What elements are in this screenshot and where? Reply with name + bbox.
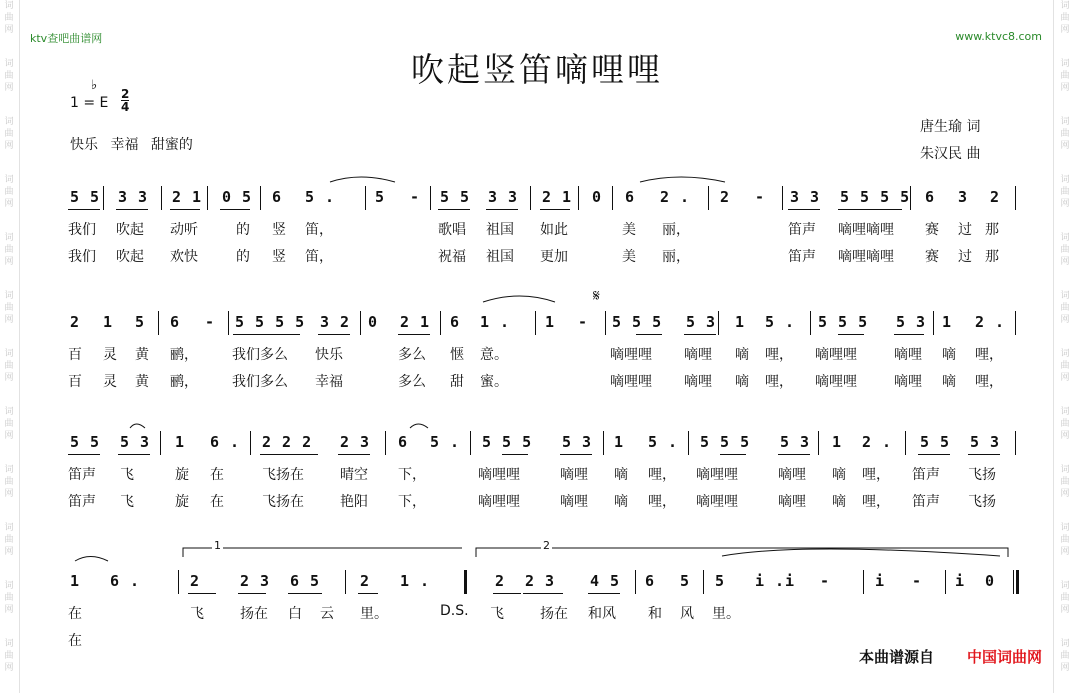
- lyric-syllable: 快乐: [315, 347, 343, 363]
- note-group: 0: [592, 188, 603, 206]
- watermark-char: 曲: [1060, 71, 1070, 81]
- note-group: 1 .: [400, 572, 431, 590]
- lyric-syllable: 的: [236, 249, 250, 265]
- note-group: 2 1: [400, 313, 431, 331]
- note-group: 1: [832, 433, 843, 451]
- note-group: 1: [103, 313, 114, 331]
- lyric-syllable: 吹起: [116, 222, 144, 238]
- watermark-char: 曲: [4, 593, 14, 603]
- lyric-syllable: 嘀哩哩: [610, 374, 652, 390]
- note-group: 3 3: [790, 188, 821, 206]
- note-group: 5 5: [70, 188, 101, 206]
- watermark-char: 词: [1060, 233, 1070, 243]
- note-group: 0: [368, 313, 379, 331]
- lyric-syllable: 百: [68, 374, 82, 390]
- lyric-syllable: 旋: [175, 467, 189, 483]
- watermark-char: 词: [1060, 407, 1070, 417]
- watermark-char: 词: [4, 523, 14, 533]
- source-site-right[interactable]: www.ktvc8.com: [955, 30, 1042, 43]
- lyric-syllable: 嘀哩: [894, 374, 922, 390]
- watermark-char: 网: [4, 25, 14, 35]
- note-group: 4 5: [590, 572, 621, 590]
- note-group: 6: [398, 433, 409, 451]
- note-group: 5 5 5: [482, 433, 533, 451]
- lyric-syllable: 嘀哩: [894, 347, 922, 363]
- volta-1-bracket: [183, 548, 462, 557]
- lyric-syllable: 鹂，: [170, 347, 198, 363]
- note-group: 1: [614, 433, 625, 451]
- note-group: 6: [272, 188, 283, 206]
- lyric-syllable: 更加: [540, 249, 568, 265]
- note-group: 6: [450, 313, 461, 331]
- watermark-char: 词: [4, 407, 14, 417]
- lyric-syllable: 哩，: [862, 467, 890, 483]
- watermark-char: 曲: [1060, 361, 1070, 371]
- note-group: 5 5 5 5: [235, 313, 306, 331]
- note-group: 2 1: [542, 188, 573, 206]
- note-group: 6: [645, 572, 656, 590]
- lyric-syllable: 飞: [490, 606, 504, 622]
- note-group: 5 5: [70, 433, 101, 451]
- note-group: -: [755, 188, 766, 206]
- lyric-syllable: 我们: [68, 222, 96, 238]
- note-group: -: [578, 313, 589, 331]
- lyric-syllable: 欢快: [170, 249, 198, 265]
- lyric-syllable: 扬在: [540, 606, 568, 622]
- lyric-syllable: 嘀哩: [778, 494, 806, 510]
- lyric-syllable: 嘀: [832, 467, 846, 483]
- watermark-char: 网: [4, 141, 14, 151]
- note-group: -: [912, 572, 923, 590]
- watermark-char: 曲: [1060, 13, 1070, 23]
- flat-sign: ♭: [91, 78, 98, 93]
- lyric-syllable: 祖国: [486, 222, 514, 238]
- lyric-syllable: 在: [68, 633, 82, 649]
- lyric-syllable: 哩，: [975, 347, 1003, 363]
- note-group: 1: [175, 433, 186, 451]
- lyric-syllable: 笛，: [305, 222, 333, 238]
- watermark-char: 曲: [1060, 245, 1070, 255]
- watermark-char: 曲: [1060, 535, 1070, 545]
- note-group: 2 .: [862, 433, 893, 451]
- lyric-syllable: 哩，: [975, 374, 1003, 390]
- watermark-char: 网: [1060, 489, 1070, 499]
- note-group: 2 1: [172, 188, 203, 206]
- lyric-syllable: 嘀哩: [684, 374, 712, 390]
- watermark-char: 曲: [4, 129, 14, 139]
- lyric-syllable: 嘀哩哩: [478, 494, 520, 510]
- watermark-char: 曲: [4, 419, 14, 429]
- lyric-syllable: 飞: [120, 494, 134, 510]
- lyric-syllable: 笛声: [68, 494, 96, 510]
- lyric-syllable: 飞扬在: [262, 467, 304, 483]
- note-group: 5 3: [120, 433, 151, 451]
- lyric-syllable: 哩，: [862, 494, 890, 510]
- lyric-syllable: 在: [210, 494, 224, 510]
- watermark-char: 曲: [4, 477, 14, 487]
- lyric-syllable: 我们: [68, 249, 96, 265]
- lyric-syllable: 我们多么: [232, 347, 288, 363]
- lyric-syllable: 我们多么: [232, 374, 288, 390]
- watermark-char: 网: [1060, 25, 1070, 35]
- note-group: 2 .: [975, 313, 1006, 331]
- note-group: 1: [70, 572, 81, 590]
- watermark-char: 网: [4, 315, 14, 325]
- lyric-syllable: 扬在: [240, 606, 268, 622]
- lyric-syllable: 美: [622, 249, 636, 265]
- note-group: 2 3: [240, 572, 271, 590]
- watermark-char: 曲: [4, 535, 14, 545]
- lyric-syllable: 幸福: [315, 374, 343, 390]
- watermark-char: 曲: [1060, 593, 1070, 603]
- note-group: 5 .: [430, 433, 461, 451]
- volta-1-label: 1: [214, 539, 221, 552]
- lyric-syllable: 飞: [120, 467, 134, 483]
- lyric-syllable: 嘀哩: [560, 494, 588, 510]
- slur-arc: [130, 424, 145, 428]
- lyric-syllable: 竖: [272, 222, 286, 238]
- note-group: i: [785, 572, 796, 590]
- lyric-syllable: 和风: [588, 606, 616, 622]
- lyric-syllable: 嘀: [942, 374, 956, 390]
- note-group: 5 .: [305, 188, 336, 206]
- lyric-syllable: 艳阳: [340, 494, 368, 510]
- lyric-syllable: 嘀: [735, 374, 749, 390]
- lyric-syllable: 丽，: [662, 222, 690, 238]
- watermark-char: 词: [4, 59, 14, 69]
- lyric-syllable: 笛声: [788, 222, 816, 238]
- lyric-syllable: 飞扬在: [262, 494, 304, 510]
- watermark-char: 网: [4, 373, 14, 383]
- tie-arc: [483, 296, 555, 302]
- note-group: 2 2 2: [262, 433, 313, 451]
- note-group: 5 .: [648, 433, 679, 451]
- note-group: 1 .: [480, 313, 511, 331]
- volta-2-bracket: [476, 548, 1008, 557]
- note-group: 2 3: [340, 433, 371, 451]
- note-group: 1: [942, 313, 953, 331]
- lyric-syllable: 嘀: [614, 467, 628, 483]
- time-sig-top: 2: [121, 87, 130, 101]
- watermark-char: 网: [1060, 83, 1070, 93]
- watermark-char: 网: [1060, 199, 1070, 209]
- lyric-syllable: 过: [958, 222, 972, 238]
- watermark-char: 曲: [1060, 477, 1070, 487]
- lyric-syllable: 灵: [103, 374, 117, 390]
- watermark-char: 曲: [4, 13, 14, 23]
- tempo-marking: 快乐 幸福 甜蜜的: [70, 137, 193, 153]
- note-group: 5 3: [686, 313, 717, 331]
- lyric-syllable: 云: [320, 606, 334, 622]
- note-group: 6 .: [110, 572, 141, 590]
- note-group: 1: [545, 313, 556, 331]
- note-group: 3 3: [488, 188, 519, 206]
- note-group: 2: [495, 572, 506, 590]
- note-group: 6 5: [290, 572, 321, 590]
- lyric-syllable: 嘀: [942, 347, 956, 363]
- slur-arc: [410, 424, 428, 428]
- lyric-syllable: 晴空: [340, 467, 368, 483]
- note-group: 5: [135, 313, 146, 331]
- note-group: 0 5: [222, 188, 253, 206]
- watermark-char: 曲: [1060, 419, 1070, 429]
- watermark-char: 网: [4, 83, 14, 93]
- lyric-syllable: 意。: [480, 347, 508, 363]
- watermark-char: 曲: [4, 303, 14, 313]
- footer-source-label: 本曲谱源自: [858, 648, 934, 666]
- tie-arc: [330, 177, 395, 182]
- watermark-char: 曲: [1060, 187, 1070, 197]
- lyric-syllable: 鹂，: [170, 374, 198, 390]
- lyric-syllable: 下，: [398, 467, 426, 483]
- lyric-syllable: 美: [622, 222, 636, 238]
- lyric-syllable: 哩，: [648, 467, 676, 483]
- watermark-char: 曲: [1060, 303, 1070, 313]
- segno-sign: 𝄋: [593, 286, 600, 305]
- note-group: 6: [625, 188, 636, 206]
- lyric-syllable: 祖国: [486, 249, 514, 265]
- lyric-syllable: 笛声: [912, 467, 940, 483]
- note-group: i: [875, 572, 886, 590]
- note-group: 3: [958, 188, 969, 206]
- watermark-char: 网: [1060, 547, 1070, 557]
- note-group: 5 5: [920, 433, 951, 451]
- note-group: 6: [170, 313, 181, 331]
- lyric-syllable: 笛声: [912, 494, 940, 510]
- lyric-syllable: 里。: [712, 606, 740, 622]
- note-group: 3 2: [320, 313, 351, 331]
- note-group: -: [410, 188, 421, 206]
- lyric-syllable: 旋: [175, 494, 189, 510]
- lyric-syllable: 动听: [170, 222, 198, 238]
- note-group: 2: [360, 572, 371, 590]
- watermark-char: 词: [1060, 59, 1070, 69]
- lyric-syllable: 过: [958, 249, 972, 265]
- note-group: 0: [985, 572, 996, 590]
- watermark-char: 词: [4, 349, 14, 359]
- note-group: 5 3: [562, 433, 593, 451]
- lyric-syllable: 风: [680, 606, 694, 622]
- watermark-char: 网: [1060, 663, 1070, 673]
- lyric-syllable: 的: [236, 222, 250, 238]
- watermark-char: 曲: [4, 71, 14, 81]
- note-group: 5: [375, 188, 386, 206]
- volta-2-label: 2: [543, 539, 550, 552]
- note-group: i .: [755, 572, 786, 590]
- lyric-syllable: 嘀哩哩: [610, 347, 652, 363]
- watermark-char: 网: [1060, 141, 1070, 151]
- watermark-char: 网: [4, 547, 14, 557]
- note-group: 5 5 5 5: [840, 188, 911, 206]
- lyric-syllable: 嘀哩嘀哩: [838, 249, 894, 265]
- lyric-syllable: 哩，: [765, 347, 793, 363]
- watermark-char: 词: [1060, 523, 1070, 533]
- watermark-char: 词: [1060, 291, 1070, 301]
- watermark-char: 网: [4, 431, 14, 441]
- watermark-char: 词: [4, 1, 14, 11]
- lyric-syllable: 飞扬: [968, 467, 996, 483]
- lyric-syllable: 在: [68, 606, 82, 622]
- lyric-syllable: 嘀: [614, 494, 628, 510]
- lyric-syllable: 灵: [103, 347, 117, 363]
- note-group: 5: [715, 572, 726, 590]
- watermark-char: 网: [4, 605, 14, 615]
- note-group: 5 5 5: [818, 313, 869, 331]
- lyric-syllable: 赛: [925, 249, 939, 265]
- lyric-syllable: 笛，: [305, 249, 333, 265]
- note-group: -: [820, 572, 831, 590]
- note-group: -: [205, 313, 216, 331]
- lyric-syllable: 哩，: [765, 374, 793, 390]
- lyric-syllable: 嘀哩嘀哩: [838, 222, 894, 238]
- lyric-syllable: 祝福: [438, 249, 466, 265]
- lyric-syllable: 嘀哩哩: [815, 347, 857, 363]
- lyric-syllable: 吹起: [116, 249, 144, 265]
- lyric-syllable: 蜜。: [480, 374, 508, 390]
- lyric-syllable: 嘀: [735, 347, 749, 363]
- lyric-syllable: 和: [648, 606, 662, 622]
- tie-arc: [640, 177, 725, 182]
- lyric-syllable: D.S.: [440, 603, 469, 619]
- source-site-left[interactable]: ktv查吧曲谱网: [30, 32, 103, 45]
- lyric-syllable: 如此: [540, 222, 568, 238]
- lyric-syllable: 黄: [135, 374, 149, 390]
- watermark-char: 曲: [1060, 651, 1070, 661]
- lyric-syllable: 笛声: [788, 249, 816, 265]
- lyric-syllable: 那: [985, 222, 999, 238]
- lyric-syllable: 飞扬: [968, 494, 996, 510]
- lyric-syllable: 嘀哩哩: [478, 467, 520, 483]
- lyric-syllable: 丽，: [662, 249, 690, 265]
- watermark-char: 词: [4, 581, 14, 591]
- watermark-char: 词: [1060, 1, 1070, 11]
- note-group: 5 3: [780, 433, 811, 451]
- watermark-char: 词: [1060, 349, 1070, 359]
- time-sig-bottom: 4: [121, 100, 130, 114]
- lyric-syllable: 下，: [398, 494, 426, 510]
- lyric-syllable: 歌唱: [438, 222, 466, 238]
- watermark-char: 网: [4, 257, 14, 267]
- lyric-syllable: 甜: [450, 374, 464, 390]
- watermark-char: 网: [4, 663, 14, 673]
- watermark-char: 网: [1060, 257, 1070, 267]
- lyric-syllable: 嘀: [832, 494, 846, 510]
- watermark-char: 词: [4, 233, 14, 243]
- watermark-char: 词: [4, 639, 14, 649]
- lyric-syllable: 嘀哩: [778, 467, 806, 483]
- note-group: 5 5: [440, 188, 471, 206]
- watermark-char: 词: [1060, 117, 1070, 127]
- lyricist-credit: 唐生瑜 词: [920, 119, 981, 135]
- watermark-char: 网: [1060, 315, 1070, 325]
- watermark-char: 词: [1060, 465, 1070, 475]
- note-group: 5 3: [896, 313, 927, 331]
- note-group: 2: [190, 572, 201, 590]
- watermark-char: 词: [1060, 639, 1070, 649]
- note-group: 5 .: [765, 313, 796, 331]
- watermark-char: 网: [1060, 605, 1070, 615]
- lyric-syllable: 在: [210, 467, 224, 483]
- note-group: 3 3: [118, 188, 149, 206]
- watermark-char: 词: [4, 175, 14, 185]
- watermark-char: 词: [1060, 175, 1070, 185]
- lyric-syllable: 多么: [398, 374, 426, 390]
- watermark-char: 词: [4, 291, 14, 301]
- song-title: 吹起竖笛嘀哩哩: [411, 50, 663, 89]
- lyric-syllable: 嘀哩: [684, 347, 712, 363]
- note-group: 6 .: [210, 433, 241, 451]
- note-group: 2: [990, 188, 1001, 206]
- tie-arc: [722, 549, 1000, 556]
- composer-credit: 朱汉民 曲: [920, 146, 981, 162]
- lyric-syllable: 嘀哩哩: [696, 494, 738, 510]
- lyric-syllable: 嘀哩哩: [696, 467, 738, 483]
- key-signature: 1 = E: [70, 95, 109, 111]
- note-group: 5 5 5: [612, 313, 663, 331]
- watermark-char: 网: [4, 199, 14, 209]
- lyric-syllable: 竖: [272, 249, 286, 265]
- lyric-syllable: 飞: [190, 606, 204, 622]
- lyric-syllable: 多么: [398, 347, 426, 363]
- lyric-syllable: 赛: [925, 222, 939, 238]
- watermark-char: 网: [1060, 431, 1070, 441]
- note-group: 2 3: [525, 572, 556, 590]
- watermark-char: 曲: [4, 651, 14, 661]
- note-group: i: [955, 572, 966, 590]
- lyric-syllable: 那: [985, 249, 999, 265]
- lyric-syllable: 黄: [135, 347, 149, 363]
- note-group: 6: [925, 188, 936, 206]
- lyric-syllable: 百: [68, 347, 82, 363]
- lyric-syllable: 里。: [360, 606, 388, 622]
- note-group: 2: [720, 188, 731, 206]
- watermark-char: 词: [4, 465, 14, 475]
- lyric-syllable: 哩，: [648, 494, 676, 510]
- lyric-syllable: 笛声: [68, 467, 96, 483]
- watermark-char: 词: [1060, 581, 1070, 591]
- note-group: 5 3: [970, 433, 1001, 451]
- watermark-char: 网: [1060, 373, 1070, 383]
- note-group: 1: [735, 313, 746, 331]
- note-group: 2 .: [660, 188, 691, 206]
- lyric-syllable: 嘀哩哩: [815, 374, 857, 390]
- watermark-char: 曲: [4, 361, 14, 371]
- watermark-char: 网: [4, 489, 14, 499]
- note-group: 5 5 5: [700, 433, 751, 451]
- lyric-syllable: 白: [288, 606, 302, 622]
- footer-source-site[interactable]: 中国词曲网: [966, 648, 1042, 666]
- slur-arc: [75, 557, 108, 562]
- note-group: 5: [680, 572, 691, 590]
- lyric-syllable: 惬: [450, 347, 464, 363]
- watermark-char: 曲: [4, 187, 14, 197]
- watermark-char: 曲: [4, 245, 14, 255]
- note-group: 2: [70, 313, 81, 331]
- lyric-syllable: 嘀哩: [560, 467, 588, 483]
- watermark-char: 曲: [1060, 129, 1070, 139]
- watermark-char: 词: [4, 117, 14, 127]
